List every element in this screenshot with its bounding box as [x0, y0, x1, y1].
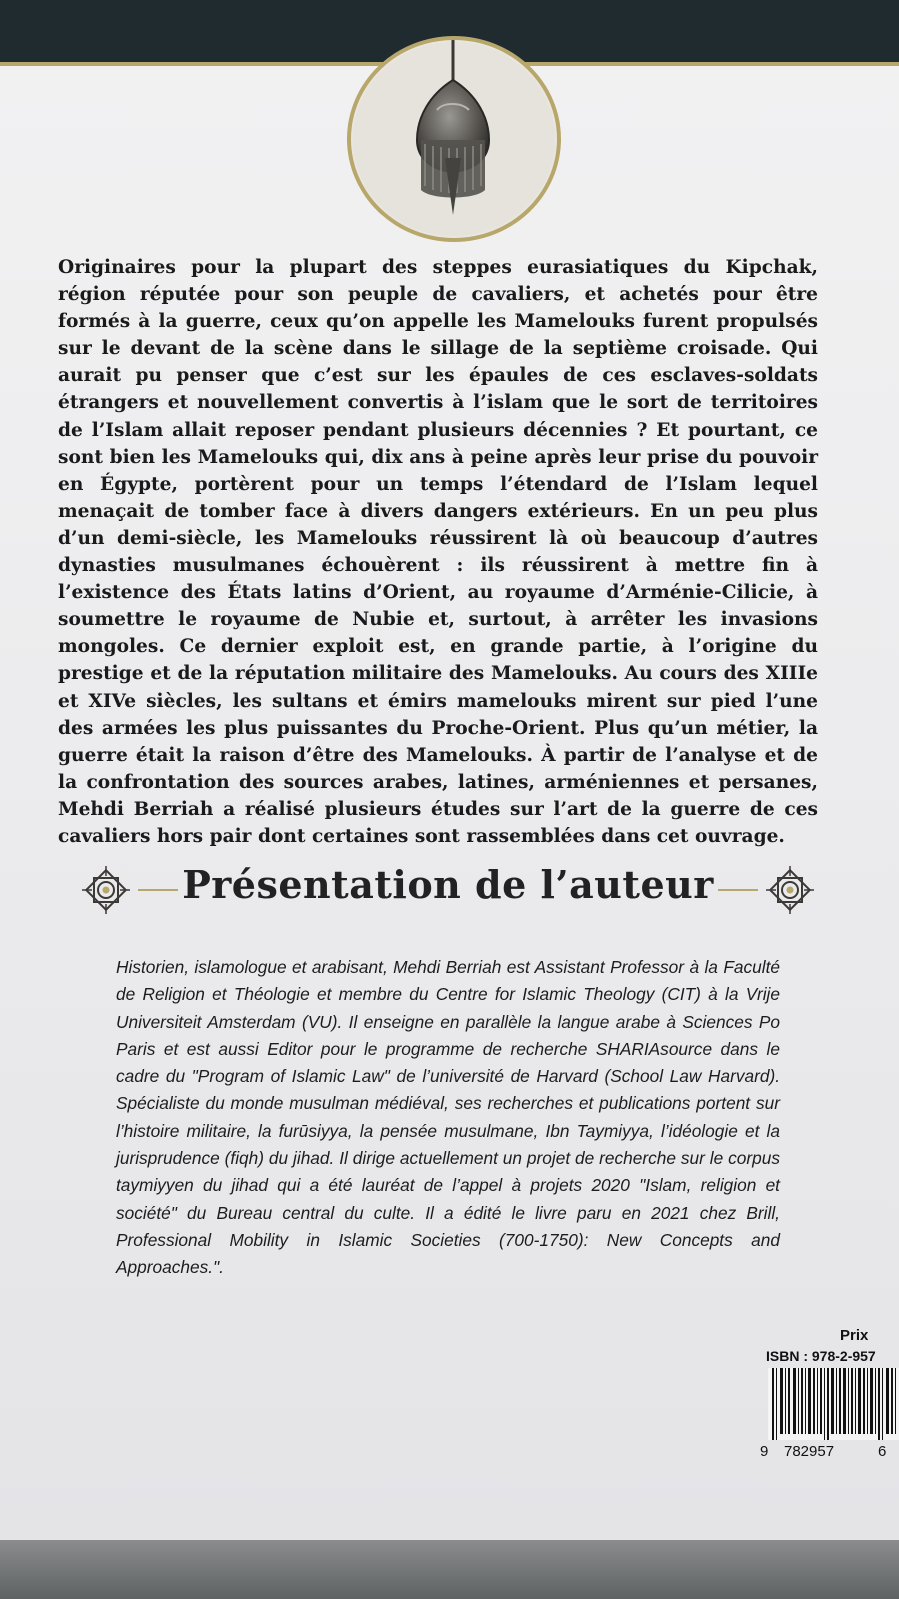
book-summary-text: Originaires pour la plupart des steppes eurasiatiques du Kipchak, région réputée pour son peuple de cavaliers, et achetés pour être formés à la guerre, ceux qu’on appelle les Mamelouks furent propulsés sur le devant de la scène dans le sillage de la septième croisade. Qui aurait pu penser que c’est sur les épaules de ces esclaves-soldats étrangers et nouvellement convertis à l’islam que le sort de territoires de l’Islam allait reposer pendant plusieurs décennies ? Et pourtant, ce sont bien les Mamelouks qui, dix ans à peine après leur prise du pouvoir en Égypte, portèrent pour un temps l’étendard de l’Islam lequel menaçait de tomber face à divers dangers extérieurs. En un peu plus d’un demi-siècle, les Mamelouks réussirent là où beaucoup d’autres dynasties musulmanes échouèrent : ils réussirent à mettre fin à l’existence des États latins d’Orient, au royaume d’Arménie-Cilicie, à soumettre le royaume de Nubie et, surtout, à arrêter les invasions mongoles. Ce dernier exploit est, en grande partie, à l’origine du prestige et de la réputation militaire des Mamelouks. Au cours des XIIIe et XIVe siècles, les sultans et émirs mamelouks mirent sur pied l’une des armées les plus puissantes du Proche-Orient. Plus qu’un métier, la guerre était la raison d’être des Mamelouks. À partir de l’analyse et de la confrontation des sources arabes, latines, arméniennes et persanes, Mehdi Berriah a réalisé plusieurs études sur l’art de la guerre de ces cavaliers hors pair dont certaines sont rassemblées dans cet ouvrage. [58, 257, 818, 847]
author-bio-text: Historien, islamologue et arabisant, Mehdi Berriah est Assistant Professor à la Faculté de Religion et Théologie et membre du Centre for Islamic Theology (CIT) à la Vrije Universiteit Amsterdam (VU). Il enseigne en parallèle la langue arabe à Sciences Po Paris et est aussi Editor pour le programme de recherche SHARIAsource dans le cadre du "Program of Islamic Law" de l’université de Harvard (School Law Harvard). Spécialiste du monde musulman médiéval, ses recherches et publications portent sur l’histoire militaire, la furūsiyya, la pensée musulmane, Ibn Taymiyya, l’idéologie et la jurisprudence (fiqh) du jihad. Il dirige actuellement un projet de recherche sur le corpus taymiyyen du jihad qui a été lauréat de l’appel à projets 2020 "Islam, religion et société" du Bureau central du culte. Il a édité le livre paru en 2021 chez Brill, Professional Mobility in Islamic Societies (700-1750): New Concepts and Approaches.". [116, 957, 780, 1278]
barcode-digit-tail: 6 [878, 1443, 887, 1460]
ornament-rosette-icon [762, 862, 818, 918]
ornament-rosette-icon [78, 862, 134, 918]
author-section-title: Présentation de l’auteur [182, 862, 714, 907]
barcode-graphic [768, 1368, 899, 1440]
table-surface [0, 1540, 899, 1599]
heading-divider-right [718, 889, 758, 891]
helmet-emblem-icon [347, 36, 561, 242]
author-section-heading-row [78, 858, 818, 922]
book-back-cover [0, 62, 899, 1546]
barcode-digit-lead: 9 [760, 1443, 769, 1460]
barcode-digit-group: 782957 [784, 1443, 835, 1460]
isbn-text: ISBN : 978-2-957 [766, 1348, 876, 1364]
price-label: Prix [840, 1327, 869, 1344]
